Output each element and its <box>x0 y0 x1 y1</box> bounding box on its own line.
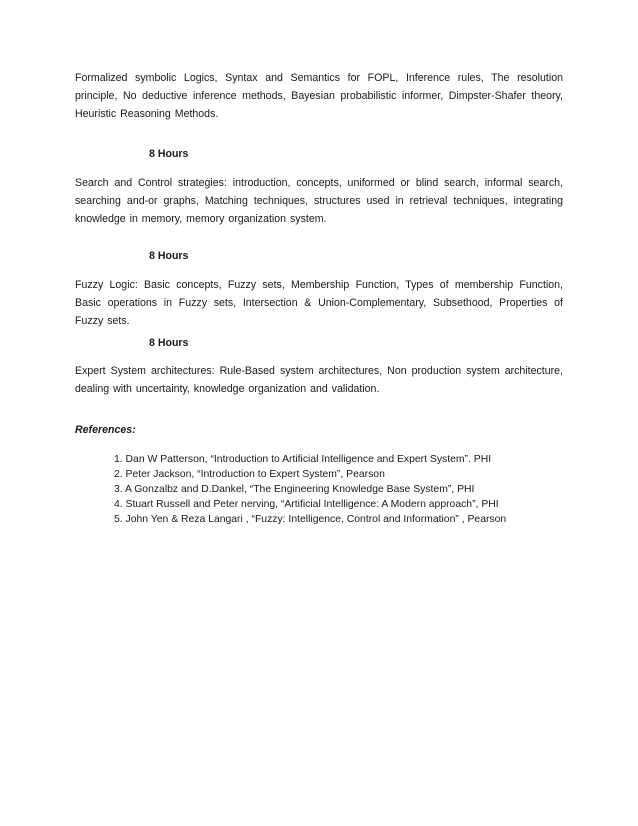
hours-heading: 8 Hours <box>149 337 189 349</box>
paragraph-logic-reasoning: Formalized symbolic Logics, Syntax and Semantics for FOPL, Inference rules, The resolution principle, No deductive inference methods, Bayesian probabilistic informer, Dimpster-Shafer theory, Heuristic Reasoning Methods. <box>75 72 563 120</box>
paragraph-search-control: Search and Control strategies: introduction, concepts, uniformed or blind search, informal search, searching and-or graphs, Matching techniques, structures used in retrieval techniques, integrating knowledge in memory, memory organization system. <box>75 177 563 225</box>
reference-item: 2. Peter Jackson, “Introduction to Expert System”, Pearson <box>114 469 385 480</box>
references-list <box>114 452 554 527</box>
paragraph-expert-system: Expert System architectures: Rule-Based system architectures, Non production system architecture, dealing with uncertainty, knowledge organization and validation. <box>75 365 563 395</box>
hours-heading: 8 Hours <box>149 148 189 160</box>
paragraph-fuzzy-logic: Fuzzy Logic: Basic concepts, Fuzzy sets, Membership Function, Types of membership Function, Basic operations in Fuzzy sets, Intersection & Union-Complementary, Subsethood, Properties of Fuzzy sets. <box>75 279 563 327</box>
reference-item: 4. Stuart Russell and Peter nerving, “Artificial Intelligence: A Modern approach”, PHI <box>114 499 499 510</box>
references-title: References: <box>75 424 136 436</box>
reference-item: 1. Dan W Patterson, “Introduction to Artificial Intelligence and Expert System”. PHI <box>114 454 492 465</box>
reference-item: 5. John Yen & Reza Langari , “Fuzzy: Intelligence, Control and Information” , Pearson <box>114 514 507 525</box>
hours-heading: 8 Hours <box>149 250 189 262</box>
reference-item: 3. A Gonzalbz and D.Dankel, “The Engineering Knowledge Base System”, PHI <box>114 484 475 495</box>
